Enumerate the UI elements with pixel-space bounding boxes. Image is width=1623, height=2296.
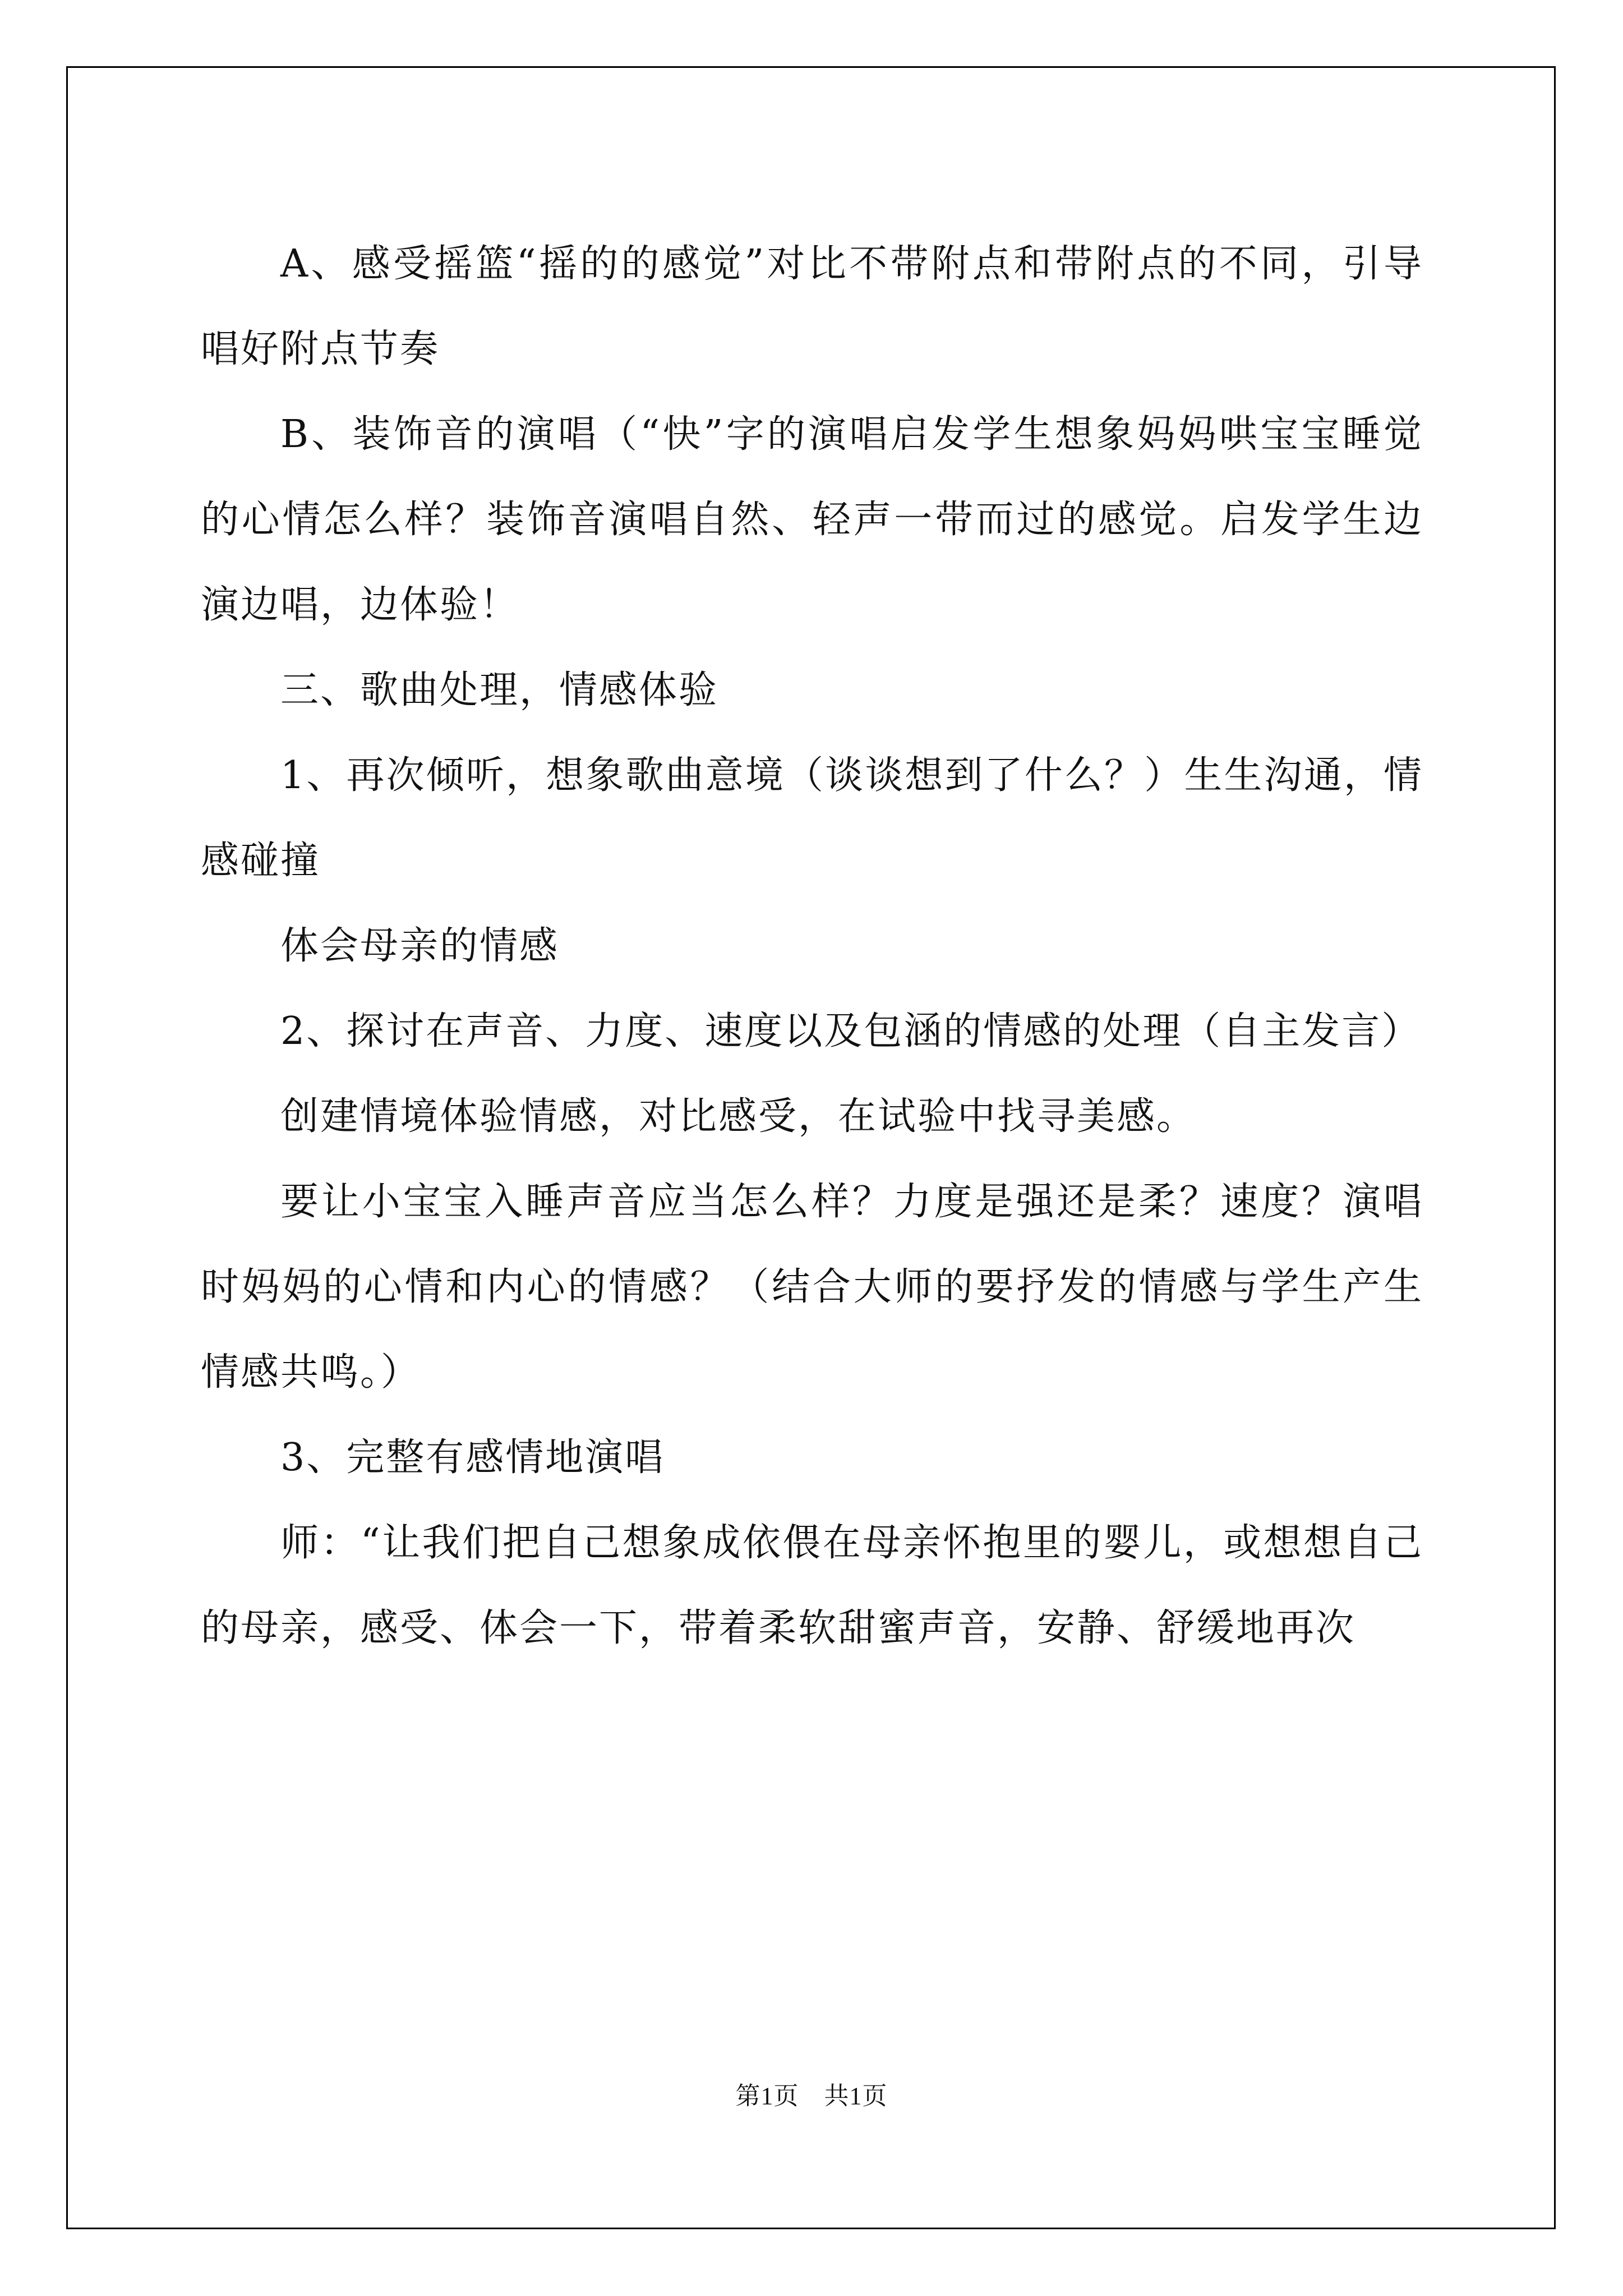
paragraph-questions: 要让小宝宝入睡声音应当怎么样？力度是强还是柔？速度？演唱时妈妈的心情和内心的情感？（结合大师的要抒发的情感与学生产生情感共鸣。） [201,1180,1423,1395]
paragraph-scenario: 创建情境体验情感，对比感受，在试验中找寻美感。 [280,1094,1197,1139]
page-footer: 第1页 共1页 [735,2082,888,2110]
paragraph-step-1: 1、再次倾听，想象歌曲意境（谈谈想到了什么？）生生沟通，情感碰撞 [201,753,1423,883]
paragraph-b: B、装饰音的演唱（“快”字的演唱启发学生想象妈妈哄宝宝睡觉的心情怎么样？装饰音演唱自然、轻声一带而过的感觉。启发学生边演边唱，边体验！ [201,412,1423,627]
paragraph-step-2: 2、探讨在声音、力度、速度以及包涵的情感的处理（自主发言） [280,1009,1422,1053]
section-heading-3: 三、歌曲处理，情感体验 [280,668,719,712]
document-body [201,222,1423,1671]
paragraph-a: A、感受摇篮“摇的的感觉”对比不带附点和带附点的不同，引导唱好附点节奏 [201,242,1423,371]
paragraph-mother-emotion: 体会母亲的情感 [280,924,560,968]
paragraph-teacher: 师：“让我们把自己想象成依偎在母亲怀抱里的婴儿，或想想自己的母亲，感受、体会一下，带着柔软甜蜜声音，安静、舒缓地再次 [201,1521,1423,1650]
paragraph-step-3: 3、完整有感情地演唱 [280,1435,665,1480]
